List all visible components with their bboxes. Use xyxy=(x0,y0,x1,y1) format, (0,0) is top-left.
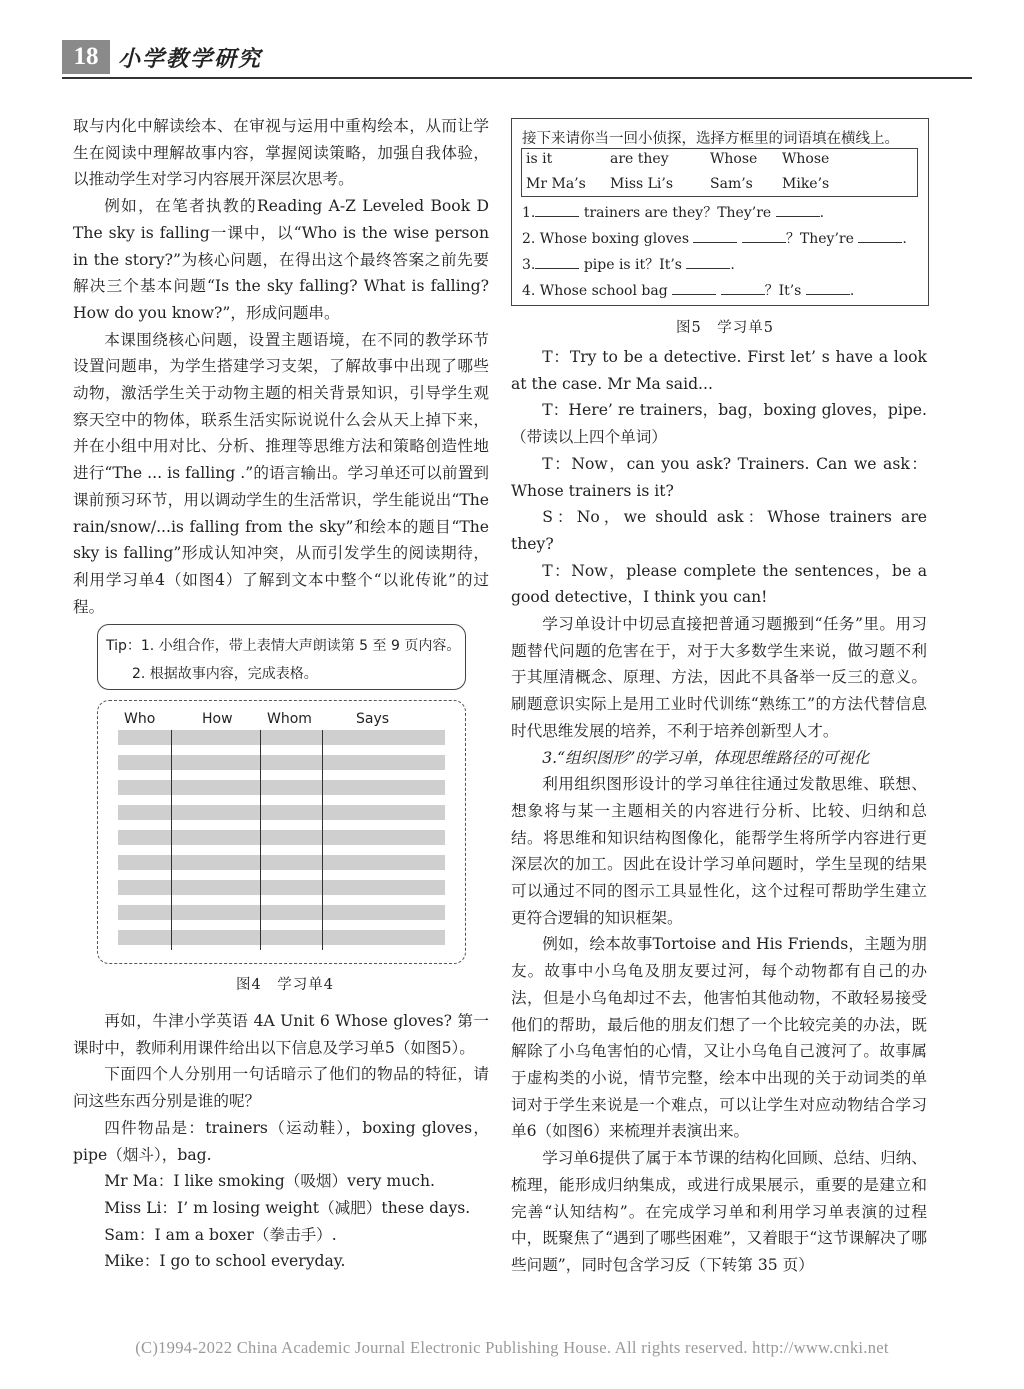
paragraph-text: 学习单6提供了属于本节课的结构化回顾、总结、归纳、梳理，能形成归纳集成，或进行成果展示，重要的是建立和完善“认知结构”。在完成学习单和利用学习单表演的过程中，既聚焦了“遇到了哪些困难”，又着眼于“这节课解决了哪些问题”，同时包含学习反 xyxy=(511,1149,927,1274)
question-text: . xyxy=(902,231,907,247)
question-text: . xyxy=(819,205,825,221)
paragraph: 四件物品是：trainers（运动鞋），boxing gloves，pipe（烟斗），bag. xyxy=(73,1118,489,1164)
exercise-question-3 xyxy=(522,254,735,274)
answer-blank[interactable] xyxy=(535,268,579,269)
table-row xyxy=(118,830,445,845)
table-row xyxy=(118,905,445,920)
figure5-exercise-box xyxy=(511,118,929,306)
tip-line-1: Tip：1. 小组合作，带上表情大声朗读第 5 至 9 页内容。 xyxy=(106,638,461,654)
answer-blank[interactable] xyxy=(535,216,579,217)
header-rule xyxy=(62,77,972,79)
table-row xyxy=(118,730,445,745)
column-header-who: Who xyxy=(124,711,156,727)
word-bank-item: is it xyxy=(526,151,553,167)
dialogue-line: Sam：I am a boxer（拳击手）. xyxy=(104,1225,337,1244)
word-bank-item: Whose xyxy=(710,151,758,167)
dialogue-line: Miss Li：I’ m losing weight（减肥）these days. xyxy=(104,1198,471,1217)
paragraph: 学习单设计中切忌直接把普通习题搬到“任务”里。用习题替代问题的危害在于，对于大多数学生来说，做习题不利于其厘清概念、原理、方法，因此不具备举一反三的意义。刷题意识实际上是用工业时代训练“熟练工”的方法代替信息时代思维发展的培养，不利于培养创新型人才。 xyxy=(511,615,927,740)
table-row xyxy=(118,805,445,820)
exercise-instruction: 接下来请你当一回小侦探，选择方框里的词语填在横线上。 xyxy=(522,131,899,147)
word-bank-item: Mike’s xyxy=(782,176,830,192)
word-bank-item: Mr Ma’s xyxy=(526,176,586,192)
question-text: 4. Whose school bag xyxy=(522,283,668,299)
answer-blank[interactable] xyxy=(721,294,765,295)
question-text: . xyxy=(730,257,735,273)
paragraph: 下面四个人分别用一句话暗示了他们的物品的特征，请问这些东西分别是谁的呢？ xyxy=(73,1065,489,1111)
word-bank-item: Miss Li’s xyxy=(610,176,674,192)
paragraph: 取与内化中解读绘本、在审视与运用中重构绘本，从而让学生在阅读中理解故事内容，掌握阅读策略，加强自我体验，以推动学生对学习内容展开深层次思考。 xyxy=(73,117,489,189)
page-header xyxy=(62,40,972,78)
answer-blank[interactable] xyxy=(776,216,820,217)
table-row xyxy=(118,755,445,770)
dialogue-line: T：Here’ re trainers，bag，boxing gloves，pipe.（带读以上四个单词） xyxy=(511,401,927,447)
section-heading: 3.“组织图形”的学习单，体现思维路径的可视化 xyxy=(542,748,870,767)
word-bank-item: Whose xyxy=(782,151,830,167)
column-divider xyxy=(260,730,261,950)
figure4-caption: 图4 学习单4 xyxy=(236,977,334,993)
exercise-question-4 xyxy=(522,280,854,300)
copyright-footer: (C)1994-2022 China Academic Journal Electronic Publishing House. All rights reserved. http://www.cnki.net xyxy=(135,1338,889,1357)
question-text: 3. xyxy=(522,257,536,273)
answer-blank[interactable] xyxy=(806,294,850,295)
table-rows xyxy=(118,730,445,955)
tip-line-2: 2. 根据故事内容，完成表格。 xyxy=(132,666,318,682)
question-text: . xyxy=(849,283,855,299)
paragraph: 例如，绘本故事Tortoise and His Friends，主题为朋友。故事中小乌龟及朋友要过河，每个动物都有自己的办法，但是小乌龟却过不去，他害怕其他动物，不敢轻易接受他们的帮助，最后他的朋友们想了一个比较完美的办法，既解除了小乌龟害怕的心情，又让小乌龟自己渡河了。故事属于虚构类的小说，情节完整，绘本中出现的关于动词类的单词对于学生来说是一个难点，可以让学生对应动物结合学习单6（如图6）来梳理并表演出来。 xyxy=(511,935,927,1141)
column-header-how: How xyxy=(202,711,233,727)
answer-blank[interactable] xyxy=(672,294,716,295)
paragraph: 本课围绕核心问题，设置主题语境，在不同的教学环节设置问题串，为学生搭建学习支架，了解故事中出现了哪些动物，激活学生关于动物主题的相关背景知识，引导学生观察天空中的物体，联系生活实际说说什么会从天上掉下来，并在小组中用对比、分析、推理等思维方法和策略创造性地进行“The ... is falling .”的语言输出。学习单还可以前置到课前预习环节，用以调动学生的生活常识，学生能说出“The rain/snow/...is falling from the sky”和绘本的题目“The sky is falling”形成认知冲突，从而引发学生的阅读期待，利用学习单4（如图4）了解到文本中整个“以讹传讹”的过程。 xyxy=(73,330,489,616)
journal-title: 小学教学研究 xyxy=(118,46,263,72)
paragraph xyxy=(511,1145,927,1279)
page-number: 18 xyxy=(62,40,110,74)
table-row xyxy=(118,855,445,870)
dialogue-line: S：No，we should ask：Whose trainers are they? xyxy=(511,508,927,553)
left-column-top xyxy=(73,113,489,620)
answer-blank[interactable] xyxy=(693,242,737,243)
question-text: trainers are they？They’re xyxy=(583,205,772,221)
paragraph: 例如，在笔者执教的Reading A-Z Leveled Book D The sky is falling一课中，以“Who is the wise person in the story?”为核心问题，在得出这个最终答案之前先要解决三个基本问题“Is the sky falling? What is falling? How do you know?”，形成问题串。 xyxy=(73,197,489,322)
paragraph: 再如，牛津小学英语 4A Unit 6 Whose gloves? 第一课时中，教师利用课件给出以下信息及学习单5（如图5）。 xyxy=(73,1012,489,1057)
question-text: pipe is it？It’s xyxy=(583,257,682,273)
continued-note: （下转第 35 页） xyxy=(690,1255,814,1274)
answer-blank[interactable] xyxy=(686,268,730,269)
exercise-question-1 xyxy=(522,202,824,222)
dialogue-line: Mr Ma：I like smoking（吸烟）very much. xyxy=(104,1172,435,1191)
exercise-question-2 xyxy=(522,228,907,248)
question-text: ？They’re xyxy=(785,231,854,247)
column-header-whom: Whom xyxy=(267,711,312,727)
dialogue-line: T：Try to be a detective. First let’ s have a look at the case. Mr Ma said... xyxy=(511,348,927,393)
column-header-says: Says xyxy=(356,711,390,727)
column-divider xyxy=(171,730,172,950)
figure4-worksheet-table xyxy=(97,700,466,964)
question-text: 2. Whose boxing gloves xyxy=(522,231,690,247)
dialogue-line: T：Now，can you ask? Trainers. Can we ask：Whose trainers is it? xyxy=(511,454,927,500)
answer-blank[interactable] xyxy=(858,242,902,243)
dialogue-line: Mike：I go to school everyday. xyxy=(104,1252,346,1271)
table-row xyxy=(118,880,445,895)
word-bank-item: Sam’s xyxy=(710,176,753,192)
right-column xyxy=(511,344,927,1279)
paragraph: 利用组织图形设计的学习单往往通过发散思维、联想、想象将与某一主题相关的内容进行分析、比较、归纳和总结。将思维和知识结构图像化，能帮学生将所学内容进行更深层次的加工。因此在设计学习单问题时，学生呈现的结果可以通过不同的图示工具显性化，这个过程可帮助学生建立更符合逻辑的知识框架。 xyxy=(511,775,927,927)
left-column-bottom xyxy=(73,1008,489,1275)
question-text: ？It’s xyxy=(764,283,802,299)
dialogue-line: T：Now，please complete the sentences，be a good detective，I think you can! xyxy=(511,561,927,607)
word-bank xyxy=(521,148,918,197)
table-row xyxy=(118,780,445,795)
figure5-caption: 图5 学习单5 xyxy=(676,320,774,336)
answer-blank[interactable] xyxy=(742,242,786,243)
word-bank-item: are they xyxy=(610,151,669,167)
question-text: 1. xyxy=(522,205,536,221)
figure4-tip-box xyxy=(97,624,466,690)
column-divider xyxy=(322,730,323,950)
table-row xyxy=(118,930,445,945)
